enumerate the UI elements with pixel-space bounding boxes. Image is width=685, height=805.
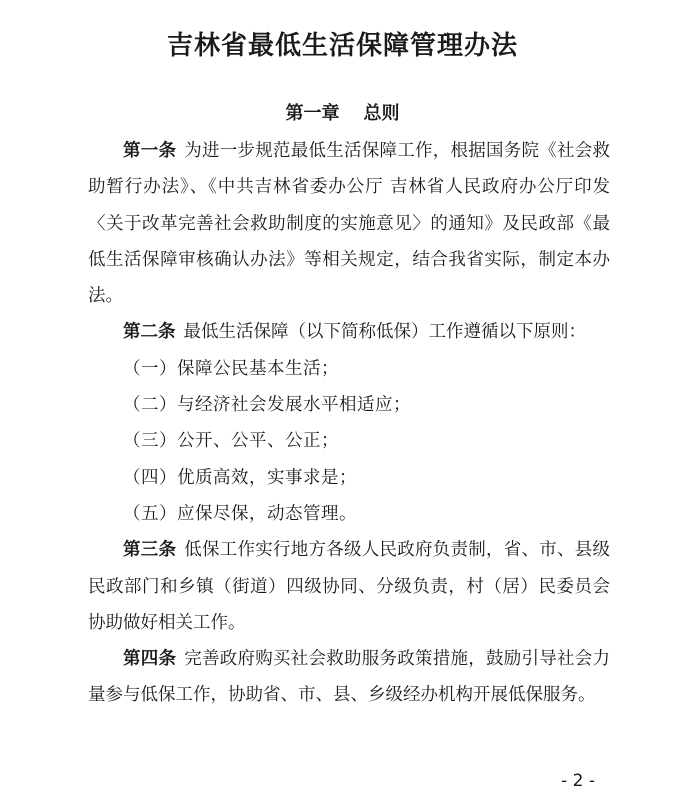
chapter-heading bbox=[0, 100, 685, 128]
article-2-item-3: （三）公开、公平、公正； bbox=[123, 431, 339, 452]
article-2-item-1: （一）保障公民基本生活； bbox=[123, 358, 339, 379]
document-title: 吉林省最低生活保障管理办法 bbox=[166, 31, 518, 61]
article-2-label: 第二条 bbox=[123, 322, 176, 343]
article-1-label: 第一条 bbox=[123, 141, 177, 161]
article-2-item-5: （五）应保尽保，动态管理。 bbox=[123, 503, 357, 524]
article-4 bbox=[88, 641, 610, 714]
article-1 bbox=[88, 133, 610, 314]
article-2 bbox=[88, 314, 610, 350]
article-3 bbox=[88, 532, 610, 641]
chapter-number: 第一章 bbox=[285, 103, 340, 124]
page-number: - 2 - bbox=[561, 771, 595, 791]
article-3-label: 第三条 bbox=[123, 540, 177, 561]
article-4-label: 第四条 bbox=[123, 649, 177, 670]
article-1-text: 为进一步规范最低生活保障工作，根据国务院《社会救助暂行办法》、《中共吉林省委办公厅 吉林省人民政府办公厅印发〈关于改革完善社会救助制度的实施意见〉的通知》及民政部《最低生活保障审核确认办法》等相关规定，结合我省实际，制定本办法。 bbox=[88, 141, 610, 307]
article-2-item-2: （二）与经济社会发展水平相适应； bbox=[123, 395, 411, 416]
chapter-name: 总则 bbox=[363, 103, 400, 124]
document-body bbox=[88, 133, 610, 714]
article-4-text: 完善政府购买社会救助服务政策措施，鼓励引导社会力量参与低保工作，协助省、市、县、乡级经办机构开展低保服务。 bbox=[88, 649, 610, 706]
article-3-text: 低保工作实行地方各级人民政府负责制，省、市、县级民政部门和乡镇（街道）四级协同、分级负责，村（居）民委员会协助做好相关工作。 bbox=[88, 540, 610, 633]
article-2-text: 最低生活保障（以下简称低保）工作遵循以下原则： bbox=[183, 322, 586, 343]
article-2-item-4: （四）优质高效，实事求是； bbox=[123, 467, 357, 488]
